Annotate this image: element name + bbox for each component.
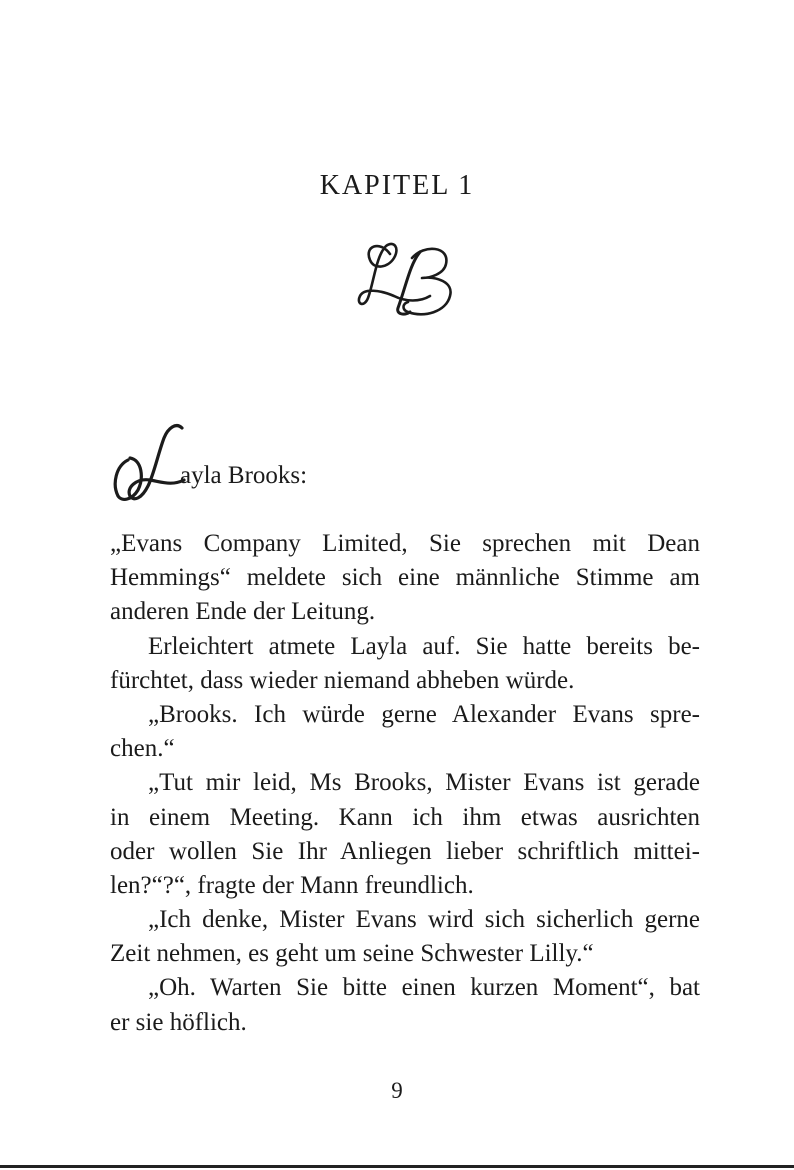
text-line: er sie höflich. — [110, 1008, 247, 1036]
text-line: Erleichtert atmete Layla auf. Sie hatte bereits be- — [148, 632, 700, 660]
text-line: anderen Ende der Leitung. — [110, 598, 376, 626]
character-heading: ayla Brooks: — [180, 462, 308, 489]
page-number: 9 — [391, 1078, 403, 1103]
text-line: „Oh. Warten Sie bitte einen kurzen Moment“, bat — [148, 974, 700, 1002]
text-line: chen.“ — [110, 735, 175, 763]
text-line: in einem Meeting. Kann ich ihm etwas ausrichten — [110, 803, 700, 831]
text-line: „Ich denke, Mister Evans wird sich sicherlich gerne — [148, 906, 700, 934]
chapter-title: KAPITEL 1 — [319, 170, 475, 201]
bottom-border — [0, 1165, 794, 1168]
text-line: „Tut mir leid, Ms Brooks, Mister Evans ist gerade — [148, 769, 700, 797]
text-line: len?“?“, fragte der Mann freundlich. — [110, 871, 474, 899]
text-line: „Brooks. Ich würde gerne Alexander Evans spre- — [148, 700, 700, 728]
text-line: fürchtet, dass wieder niemand abheben würde. — [110, 666, 575, 694]
text-line: Hemmings“ meldete sich eine männliche Stimme am — [110, 564, 700, 592]
script-l-drop-cap-icon — [110, 420, 186, 506]
body-text — [110, 527, 700, 1040]
lb-monogram-icon — [350, 232, 460, 324]
text-line: „Evans Company Limited, Sie sprechen mit Dean — [110, 530, 700, 557]
text-line: oder wollen Sie Ihr Anliegen lieber schriftlich mittei- — [110, 837, 700, 865]
text-line: Zeit nehmen, es geht um seine Schwester Lilly.“ — [110, 940, 594, 968]
